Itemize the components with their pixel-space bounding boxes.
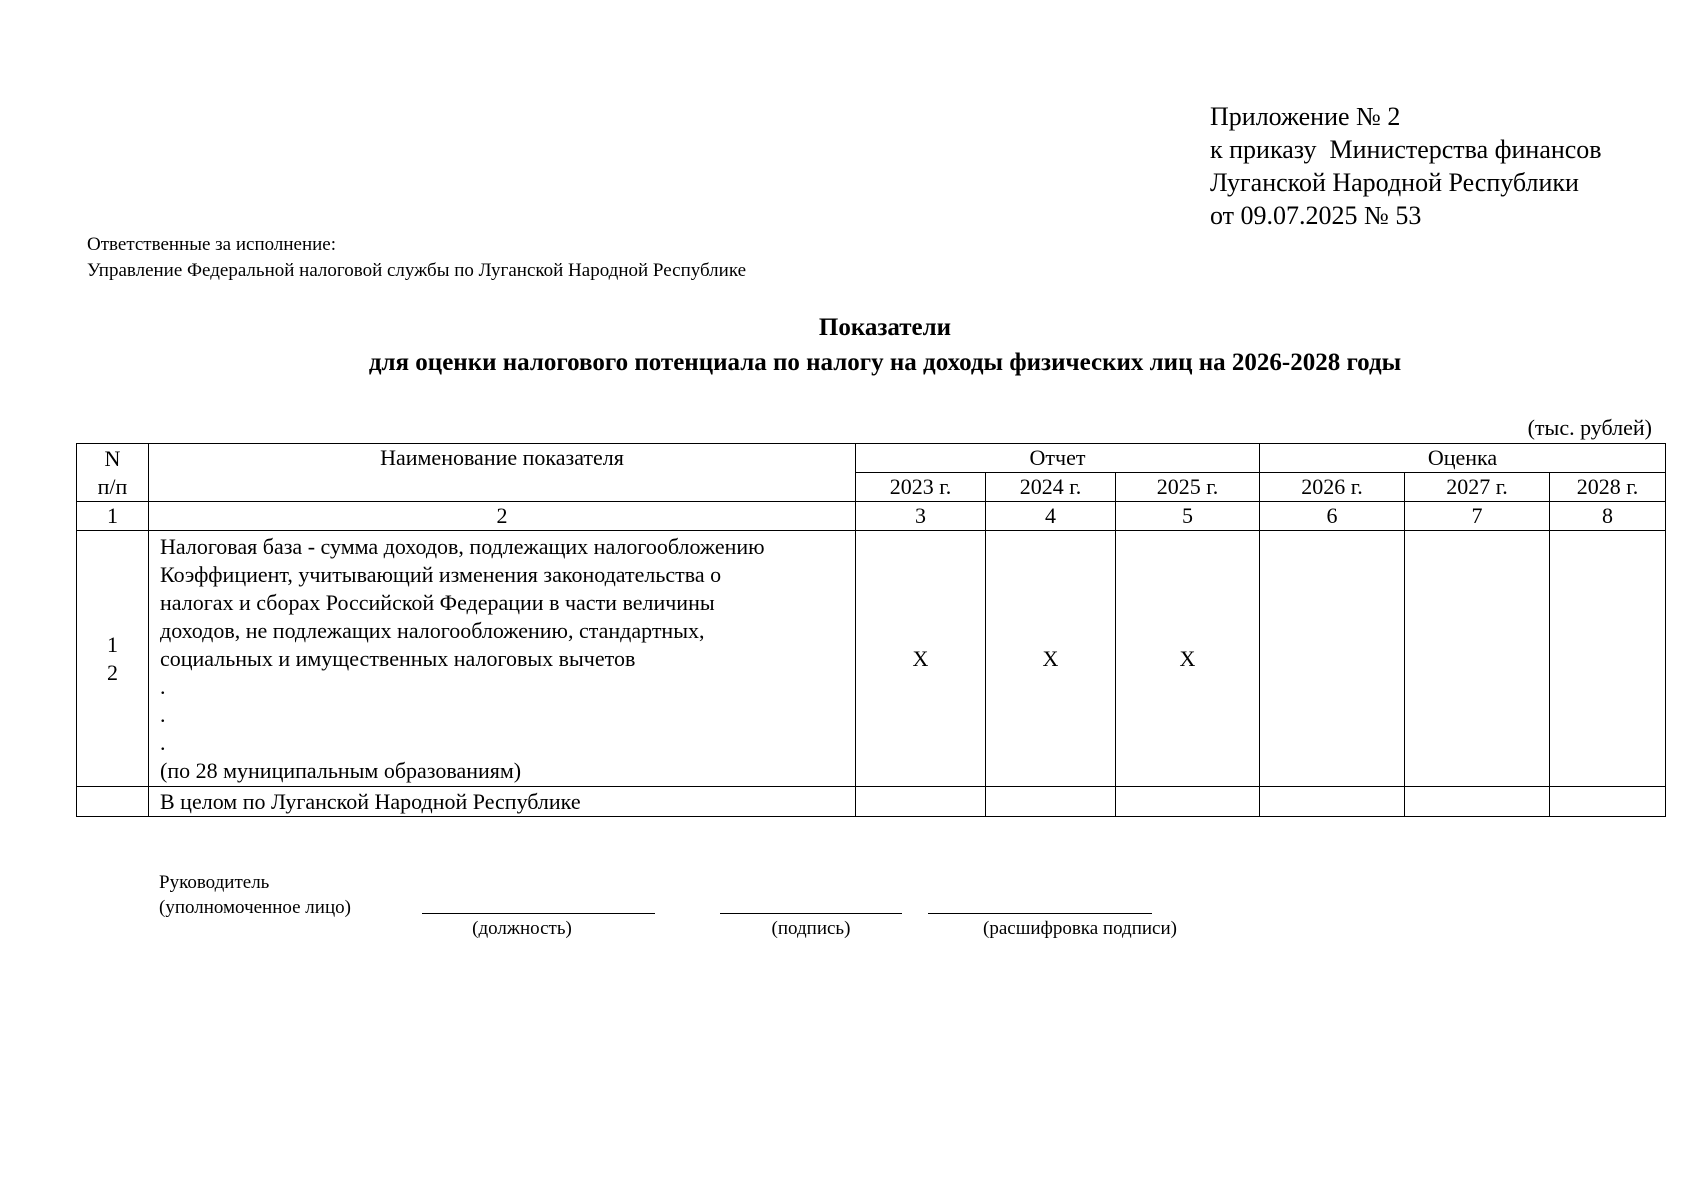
indicator-line: доходов, не подлежащих налогообложению, стандартных, <box>160 617 705 643</box>
column-number-row <box>77 502 1666 531</box>
indicator-line: Коэффициент, учитывающий изменения законодательства о <box>160 561 722 587</box>
signatory-head-line-2: (уполномоченное лицо) <box>159 897 351 918</box>
signatory-block <box>159 870 351 920</box>
row-numbers-cell <box>77 531 149 787</box>
header-num-line-1: N <box>104 445 121 471</box>
indicator-line: социальных и имущественных налоговых вычетов <box>160 645 636 671</box>
total-num-cell <box>77 787 149 817</box>
total-cell <box>1405 787 1550 817</box>
total-cell <box>986 787 1116 817</box>
row-number: 1 <box>107 631 118 657</box>
units-note: (тыс. рублей) <box>1527 415 1652 440</box>
col-number: 3 <box>856 502 986 531</box>
indicator-line: . <box>160 729 166 755</box>
row-number: 2 <box>107 659 118 685</box>
indicator-row <box>77 531 1666 787</box>
header-num <box>77 444 149 502</box>
responsible-org: Управление Федеральной налоговой службы по Луганской Народной Республике <box>87 260 747 281</box>
col-number: 5 <box>1116 502 1260 531</box>
header-year-2026: 2026 г. <box>1260 473 1405 502</box>
col-number: 4 <box>986 502 1116 531</box>
indicators-table <box>76 443 1666 817</box>
total-label: В целом по Луганской Народной Республике <box>149 787 856 817</box>
value-2027-cell <box>1405 531 1550 787</box>
total-cell <box>1260 787 1405 817</box>
col-number: 7 <box>1405 502 1550 531</box>
appendix-line-2: к приказу Министерства финансов <box>1210 135 1602 164</box>
header-year-2027: 2027 г. <box>1405 473 1550 502</box>
responsible-label: Ответственные за исполнение: <box>87 234 337 255</box>
indicator-line: Налоговая база - сумма доходов, подлежащих налогообложению <box>160 533 765 559</box>
indicator-line: (по 28 муниципальным образованиям) <box>160 757 522 783</box>
decoding-label: (расшифровка подписи) <box>983 918 1177 939</box>
signature-line <box>720 913 902 914</box>
mark-2023: X <box>856 531 986 787</box>
appendix-line-1: Приложение № 2 <box>1210 102 1401 131</box>
mark-2024: X <box>986 531 1116 787</box>
header-year-2025: 2025 г. <box>1116 473 1260 502</box>
total-cell <box>856 787 986 817</box>
appendix-line-3: Луганской Народной Республики <box>1210 168 1579 197</box>
position-label: (должность) <box>472 918 572 939</box>
header-num-line-2: п/п <box>97 473 128 499</box>
mark-2025: X <box>1116 531 1260 787</box>
value-2028-cell <box>1550 531 1666 787</box>
header-year-2024: 2024 г. <box>986 473 1116 502</box>
indicator-line: . <box>160 673 166 699</box>
header-name: Наименование показателя <box>149 444 856 502</box>
header-year-2028: 2028 г. <box>1550 473 1666 502</box>
header-report: Отчет <box>856 444 1260 473</box>
col-number: 1 <box>77 502 149 531</box>
document-title <box>0 310 1697 380</box>
signature-label: (подпись) <box>771 918 851 939</box>
total-cell <box>1116 787 1260 817</box>
decoding-line <box>928 913 1152 914</box>
total-row <box>77 787 1666 817</box>
col-number: 8 <box>1550 502 1666 531</box>
col-number: 2 <box>149 502 856 531</box>
total-cell <box>1550 787 1666 817</box>
indicator-line: налогах и сборах Российской Федерации в части величины <box>160 589 715 615</box>
indicator-names-cell <box>149 531 856 787</box>
header-row-1 <box>77 444 1666 473</box>
col-number: 6 <box>1260 502 1405 531</box>
responsible-block <box>87 232 746 284</box>
header-year-2023: 2023 г. <box>856 473 986 502</box>
value-2026-cell <box>1260 531 1405 787</box>
signatory-head-line-1: Руководитель <box>159 872 270 893</box>
appendix-block <box>1210 100 1602 232</box>
appendix-line-4: от 09.07.2025 № 53 <box>1210 201 1422 230</box>
title-line-1: Показатели <box>818 314 952 341</box>
indicator-line: . <box>160 701 166 727</box>
title-line-2: для оценки налогового потенциала по налогу на доходы физических лиц на 2026-2028 годы <box>368 349 1402 376</box>
header-estimate: Оценка <box>1260 444 1666 473</box>
position-line <box>422 913 655 914</box>
